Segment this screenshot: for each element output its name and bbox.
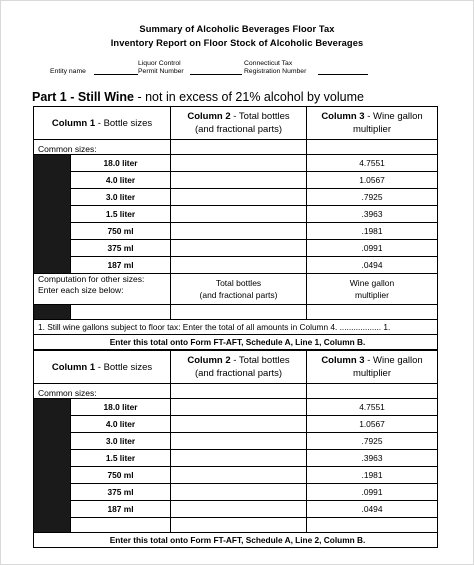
size-cell: 1.5 liter (71, 206, 171, 223)
size-cell: 750 ml (71, 467, 171, 484)
black-bar (34, 305, 71, 320)
bottles-input[interactable] (171, 155, 307, 172)
other-multiplier-input[interactable] (307, 305, 438, 320)
line1-instruction: 1. Still wine gallons subject to floor tax: Enter the total of all amounts in Column 4. .................. 1. (34, 320, 438, 335)
bottles-input[interactable] (171, 240, 307, 257)
still-wine-table-2 (33, 350, 438, 548)
multiplier-cell: .7925 (307, 433, 438, 450)
part1-heading (32, 90, 364, 104)
multiplier-cell: .7925 (307, 189, 438, 206)
bottles-input[interactable] (171, 206, 307, 223)
multiplier-cell: .0494 (307, 501, 438, 518)
col2-header: Column 2 - Total bottles (and fractional parts) (171, 107, 307, 140)
size-cell: 18.0 liter (71, 155, 171, 172)
multiplier-cell: .0494 (307, 257, 438, 274)
other-size-input[interactable] (71, 305, 171, 320)
size-cell: 3.0 liter (71, 433, 171, 450)
part1-label: Part 1 - Still Wine (32, 90, 134, 104)
size-cell: 187 ml (71, 501, 171, 518)
bottles-input[interactable] (171, 484, 307, 501)
registration-number-field[interactable] (318, 74, 368, 75)
part1-description: - not in excess of 21% alcohol by volume (134, 90, 364, 104)
size-cell: 18.0 liter (71, 399, 171, 416)
col3-header: Column 3 - Wine gallon multiplier (307, 107, 438, 140)
size-cell: 3.0 liter (71, 189, 171, 206)
common-sizes-blank (307, 140, 438, 155)
multiplier-cell: .3963 (307, 206, 438, 223)
multiplier-cell: .1981 (307, 467, 438, 484)
col2-header: Column 2 - Total bottles (and fractional parts) (171, 351, 307, 384)
bottles-input[interactable] (171, 223, 307, 240)
computation-label: Computation for other sizes: Enter each size below: (34, 274, 171, 305)
entity-name-label: Entity name (50, 68, 86, 75)
bottles-input[interactable] (171, 416, 307, 433)
multiplier-cell: .3963 (307, 450, 438, 467)
col3-header: Column 3 - Wine gallon multiplier (307, 351, 438, 384)
common-sizes-blank (307, 384, 438, 399)
black-bar (34, 399, 71, 533)
bottles-input[interactable] (171, 172, 307, 189)
liquor-control-label: Liquor Control (138, 60, 181, 67)
blank-cell (307, 518, 438, 533)
multiplier-cell: .0991 (307, 484, 438, 501)
size-cell: 4.0 liter (71, 172, 171, 189)
bottles-input[interactable] (171, 450, 307, 467)
bottles-input[interactable] (171, 189, 307, 206)
bottles-input[interactable] (171, 433, 307, 450)
enter-instruction-1: Enter this total onto Form FT-AFT, Schedule A, Line 1, Column B. (34, 335, 438, 350)
ct-tax-label: Connecticut Tax (244, 60, 293, 67)
col1-header: Column 1 - Bottle sizes (34, 351, 171, 384)
registration-number-label: Registration Number (244, 68, 307, 75)
multiplier-cell: 4.7551 (307, 155, 438, 172)
blank-cell (171, 518, 307, 533)
size-cell: 375 ml (71, 484, 171, 501)
form-subtitle: Inventory Report on Floor Stock of Alcoholic Beverages (110, 38, 364, 48)
bottles-input[interactable] (171, 467, 307, 484)
other-bottles-input[interactable] (171, 305, 307, 320)
enter-instruction-2: Enter this total onto Form FT-AFT, Schedule A, Line 2, Column B. (34, 533, 438, 548)
common-sizes-blank (171, 140, 307, 155)
size-cell: 187 ml (71, 257, 171, 274)
multiplier-cell: 4.7551 (307, 399, 438, 416)
multiplier-cell: 1.0567 (307, 416, 438, 433)
size-cell: 750 ml (71, 223, 171, 240)
size-cell: 1.5 liter (71, 450, 171, 467)
multiplier-cell: 1.0567 (307, 172, 438, 189)
total-bottles-label: Total bottles (and fractional parts) (171, 274, 307, 305)
form-title: Summary of Alcoholic Beverages Floor Tax (139, 24, 335, 34)
multiplier-cell: .1981 (307, 223, 438, 240)
entity-name-field[interactable] (94, 74, 138, 75)
common-sizes-label: Common sizes: (34, 140, 171, 155)
bottles-input[interactable] (171, 257, 307, 274)
bottles-input[interactable] (171, 399, 307, 416)
size-cell: 4.0 liter (71, 416, 171, 433)
multiplier-cell: .0991 (307, 240, 438, 257)
blank-cell (71, 518, 171, 533)
permit-number-label: Permit Number (138, 68, 184, 75)
wine-gallon-label: Wine gallon multiplier (307, 274, 438, 305)
size-cell: 375 ml (71, 240, 171, 257)
common-sizes-label: Common sizes: (34, 384, 171, 399)
bottles-input[interactable] (171, 501, 307, 518)
col1-header: Column 1 - Bottle sizes (34, 107, 171, 140)
permit-number-field[interactable] (190, 74, 242, 75)
black-bar (34, 155, 71, 274)
still-wine-table-1 (33, 106, 438, 350)
common-sizes-blank (171, 384, 307, 399)
